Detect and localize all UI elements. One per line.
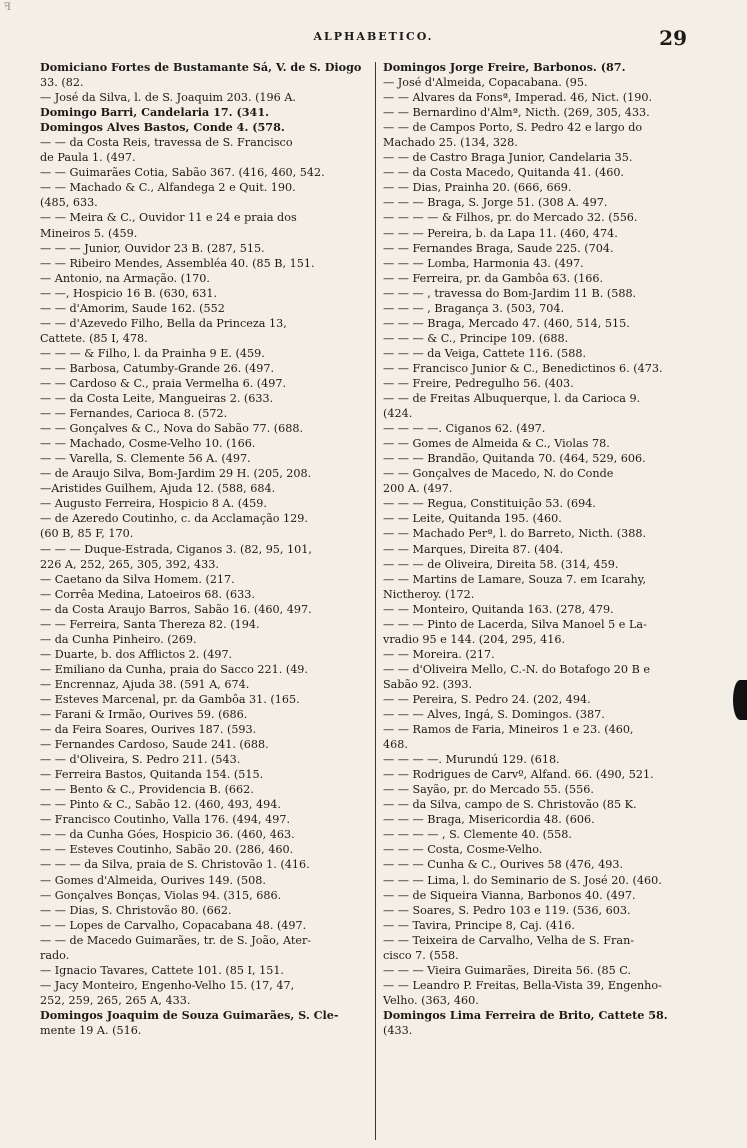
directory-entry: — — — Regua, Constituição 53. (694.: [383, 497, 596, 511]
directory-entry: — — Machado, Cosme-Velho 10. (166.: [40, 437, 256, 451]
directory-entry: — Ignacio Tavares, Cattete 101. (85 I, 151.: [40, 963, 284, 977]
directory-entry: Domingos Alves Bastos, Conde 4. (578.: [40, 120, 285, 135]
directory-entry: — — Pinto & C., Sabão 12. (460, 493, 494.: [40, 798, 281, 812]
directory-entry: — — d'Azevedo Filho, Bella da Princeza 13,: [40, 316, 287, 330]
directory-entry: Mineiros 5. (459.: [40, 226, 138, 240]
directory-entry: — — Marques, Direita 87. (404.: [383, 542, 564, 556]
directory-entry: — — Meira & C., Ouvidor 11 e 24 e praia dos: [40, 211, 297, 225]
directory-entry: Domingos Lima Ferreira de Brito, Cattete 58.: [383, 1007, 668, 1022]
directory-entry: — — Dias, S. Christovão 80. (662.: [40, 903, 232, 917]
directory-entry: — — Ferreira, Santa Thereza 82. (194.: [40, 617, 260, 631]
directory-entry: — — de Castro Braga Junior, Candelaria 35.: [383, 151, 633, 165]
directory-entry: — — Gonçalves & C., Nova do Sabão 77. (688.: [40, 422, 304, 436]
directory-entry: — — — & Filho, l. da Prainha 9 E. (459.: [40, 346, 265, 360]
directory-entry: — — de Macedo Guimarães, tr. de S. João, Ater-: [40, 933, 312, 947]
directory-entry: — — — — , S. Clemente 40. (558.: [383, 828, 572, 842]
directory-entry: — — da Costa Macedo, Quitanda 41. (460.: [383, 166, 624, 180]
directory-entry: — Caetano da Silva Homem. (217.: [40, 572, 235, 586]
directory-entry: — — — Junior, Ouvidor 23 B. (287, 515.: [40, 241, 265, 255]
directory-entry: (433.: [383, 1024, 413, 1037]
corner-mark: ꟻ: [4, 2, 11, 13]
running-title: ALPHABETICO.: [313, 30, 434, 43]
directory-entry: —Aristides Guilhem, Ajuda 12. (588, 684.: [40, 482, 276, 496]
directory-entry: — — — Lomba, Harmonia 43. (497.: [383, 256, 584, 270]
directory-entry: — da Feira Soares, Ourives 187. (593.: [40, 723, 257, 737]
directory-entry: — — Barbosa, Catumby-Grande 26. (497.: [40, 361, 275, 375]
directory-entry: 226 A, 252, 265, 305, 392, 433.: [40, 557, 219, 571]
directory-entry: — — Leandro P. Freitas, Bella-Vista 39, Engenho-: [383, 978, 662, 992]
column-divider: [375, 62, 376, 1140]
directory-entry: — — — —. Murundú 129. (618.: [383, 753, 560, 767]
directory-entry: — da Cunha Pinheiro. (269.: [40, 632, 197, 646]
directory-entry: — — Ribeiro Mendes, Assembléa 40. (85 B, 151.: [40, 256, 315, 270]
directory-entry: mente 19 A. (516.: [40, 1024, 142, 1037]
directory-entry: — — Dias, Prainha 20. (666, 669.: [383, 181, 572, 195]
directory-entry: — — Martins de Lamare, Souza 7. em Icarahy,: [383, 572, 647, 586]
directory-entry: — Gomes d'Almeida, Ourives 149. (508.: [40, 873, 266, 887]
directory-entry: — — Teixeira de Carvalho, Velha de S. Fran-: [383, 933, 635, 947]
directory-entry: — Antonio, na Armação. (170.: [40, 271, 210, 285]
directory-entry: Domingos Jorge Freire, Barbonos. (87.: [383, 60, 626, 74]
directory-entry: 468.: [383, 738, 408, 752]
directory-entry: — — Monteiro, Quitanda 163. (278, 479.: [383, 602, 614, 616]
directory-entry: — — — Braga, Misericordia 48. (606.: [383, 813, 595, 827]
directory-entry: — — Rodrigues de Carvº, Alfand. 66. (490, 521.: [383, 768, 654, 782]
directory-entry: — —, Hospicio 16 B. (630, 631.: [40, 286, 218, 300]
directory-entry: — — — Brandão, Quitanda 70. (464, 529, 606.: [383, 452, 646, 466]
directory-entry: — José d'Almeida, Copacabana. (95.: [383, 76, 588, 90]
directory-entry: — — — Costa, Cosme-Velho.: [383, 843, 543, 857]
directory-entry: — — — —. Ciganos 62. (497.: [383, 422, 546, 436]
directory-entry: Sabão 92. (393.: [383, 677, 473, 691]
directory-entry: — Esteves Marcenal, pr. da Gambôa 31. (165.: [40, 692, 300, 706]
directory-entry: — — Machado & C., Alfandega 2 e Quit. 190.: [40, 181, 296, 195]
directory-entry: — Jacy Monteiro, Engenho-Velho 15. (17, 47,: [40, 978, 295, 992]
directory-entry: — — da Cunha Góes, Hospicio 36. (460, 463.: [40, 828, 295, 842]
directory-entry: rado.: [40, 948, 70, 962]
directory-entry: — — — — & Filhos, pr. do Mercado 32. (556.: [383, 211, 638, 225]
directory-entry: — Corrêa Medina, Latoeiros 68. (633.: [40, 587, 255, 601]
directory-entry: — — Varella, S. Clemente 56 A. (497.: [40, 452, 251, 466]
directory-entry: — — — & C., Principe 109. (688.: [383, 331, 569, 345]
directory-entry: — Encrennaz, Ajuda 38. (591 A, 674.: [40, 677, 250, 691]
directory-entry: — — Bernardino d'Almª, Nicth. (269, 305, 433.: [383, 106, 650, 120]
right-column: [383, 60, 708, 1140]
directory-entry: — Fernandes Cardoso, Saude 241. (688.: [40, 738, 269, 752]
directory-entry: (60 B, 85 F, 170.: [40, 527, 134, 541]
directory-entry: — — Pereira, S. Pedro 24. (202, 494.: [383, 692, 591, 706]
directory-entry: — — Alvares da Fonsª, Imperad. 46, Nict. (190.: [383, 91, 653, 105]
page-header: [0, 26, 747, 52]
directory-entry: Domingos Joaquim de Souza Guimarães, S. Cle-: [40, 1007, 339, 1022]
directory-entry: (424.: [383, 407, 413, 421]
directory-entry: cisco 7. (558.: [383, 948, 459, 962]
directory-entry: Nictheroy. (172.: [383, 587, 475, 601]
directory-entry: — — — , Bragança 3. (503, 704.: [383, 301, 565, 315]
directory-entry: — de Azeredo Coutinho, c. da Acclamação 129.: [40, 512, 308, 526]
directory-entry: — — — Pereira, b. da Lapa 11. (460, 474.: [383, 226, 618, 240]
directory-entry: — — Fernandes Braga, Saude 225. (704.: [383, 241, 614, 255]
directory-entry: — — Lopes de Carvalho, Copacabana 48. (497.: [40, 918, 307, 932]
directory-entry: — — Freire, Pedregulho 56. (403.: [383, 376, 574, 390]
directory-entry: — José da Silva, l. de S. Joaquim 203. (196 A.: [40, 91, 296, 105]
directory-entry: — — Cardoso & C., praia Vermelha 6. (497.: [40, 376, 287, 390]
directory-entry: — — Gonçalves de Macedo, N. do Conde: [383, 467, 614, 481]
directory-entry: — — — Braga, Mercado 47. (460, 514, 515.: [383, 316, 630, 330]
directory-entry: Domingo Barri, Candelaria 17. (341.: [40, 105, 270, 120]
directory-entry: — — — de Oliveira, Direita 58. (314, 459.: [383, 557, 619, 571]
directory-entry: — — Fernandes, Carioca 8. (572.: [40, 407, 228, 421]
directory-entry: — — Soares, S. Pedro 103 e 119. (536, 603.: [383, 903, 631, 917]
directory-entry: — — d'Amorim, Saude 162. (552: [40, 301, 225, 315]
directory-entry: — — Sayão, pr. do Mercado 55. (556.: [383, 783, 594, 797]
directory-entry: — Emiliano da Cunha, praia do Sacco 221. (49.: [40, 662, 308, 676]
directory-entry: — — Esteves Coutinho, Sabão 20. (286, 460.: [40, 843, 294, 857]
directory-entry: — — da Costa Leite, Mangueiras 2. (633.: [40, 392, 274, 406]
directory-entry: — — Tavira, Principe 8, Caj. (416.: [383, 918, 575, 932]
directory-entry: — — Francisco Junior & C., Benedictinos 6. (473.: [383, 361, 663, 375]
directory-entry: — Duarte, b. dos Afflictos 2. (497.: [40, 647, 233, 661]
directory-entry: — Ferreira Bastos, Quitanda 154. (515.: [40, 768, 264, 782]
directory-entry: de Paula 1. (497.: [40, 151, 136, 165]
directory-entry: — — Moreira. (217.: [383, 647, 495, 661]
directory-entry: — — Ramos de Faria, Mineiros 1 e 23. (460,: [383, 723, 634, 737]
directory-entry: Machado 25. (134, 328.: [383, 136, 518, 150]
directory-entry: 200 A. (497.: [383, 482, 453, 496]
directory-entry: — — — Braga, S. Jorge 51. (308 A. 497.: [383, 196, 608, 210]
directory-entry: — — — da Silva, praia de S. Christovão 1. (416.: [40, 858, 310, 872]
directory-entry: — — Machado Perª, l. do Barreto, Nicth. (388.: [383, 527, 647, 541]
directory-entry: — de Araujo Silva, Bom-Jardim 29 H. (205, 208.: [40, 467, 312, 481]
directory-entry: — Gonçalves Bonças, Violas 94. (315, 686.: [40, 888, 282, 902]
ink-blot: [733, 680, 747, 720]
directory-entry: Cattete. (85 I, 478.: [40, 331, 148, 345]
directory-entry: — — — Lima, l. do Seminario de S. José 20. (460.: [383, 873, 662, 887]
directory-entry: — — — Alves, Ingá, S. Domingos. (387.: [383, 708, 605, 722]
directory-entry: — — — da Veiga, Cattete 116. (588.: [383, 346, 587, 360]
directory-entry: — Augusto Ferreira, Hospicio 8 A. (459.: [40, 497, 267, 511]
page-number: 29: [659, 26, 687, 50]
directory-entry: — — — Duque-Estrada, Ciganos 3. (82, 95, 101,: [40, 542, 312, 556]
directory-entry: — — d'Oliveira Mello, C.-N. do Botafogo 20 B e: [383, 662, 651, 676]
directory-entry: — — da Costa Reis, travessa de S. Francisco: [40, 136, 293, 150]
directory-entry: — — da Silva, campo de S. Christovão (85 K.: [383, 798, 637, 812]
directory-entry: — Farani & Irmão, Ourives 59. (686.: [40, 708, 248, 722]
directory-entry: — — de Siqueira Vianna, Barbonos 40. (497.: [383, 888, 636, 902]
directory-entry: — — — , travessa do Bom-Jardim 11 B. (588.: [383, 286, 637, 300]
left-column: [40, 60, 370, 1140]
directory-entry: — — Gomes de Almeida & C., Violas 78.: [383, 437, 610, 451]
directory-entry: — — Guimarães Cotia, Sabão 367. (416, 460, 542.: [40, 166, 325, 180]
directory-entry: — — de Freitas Albuquerque, l. da Carioca 9.: [383, 392, 641, 406]
directory-entry: (485, 633.: [40, 196, 98, 210]
directory-entry: — — — Vieira Guimarães, Direita 56. (85 C.: [383, 963, 631, 977]
directory-entry: — — Leite, Quitanda 195. (460.: [383, 512, 562, 526]
directory-entry: — — de Campos Porto, S. Pedro 42 e largo do: [383, 121, 643, 135]
directory-entry: Domiciano Fortes de Bustamante Sá, V. de S. Diogo: [40, 60, 362, 74]
directory-entry: — — — Cunha & C., Ourives 58 (476, 493.: [383, 858, 624, 872]
directory-entry: — Francisco Coutinho, Valla 176. (494, 497.: [40, 813, 291, 827]
directory-entry: — — Bento & C., Providencia B. (662.: [40, 783, 254, 797]
directory-entry: — — d'Oliveira, S. Pedro 211. (543.: [40, 753, 241, 767]
directory-entry: — da Costa Araujo Barros, Sabão 16. (460, 497.: [40, 602, 312, 616]
directory-entry: — — — Pinto de Lacerda, Silva Manoel 5 e La-: [383, 617, 647, 631]
directory-entry: 33. (82.: [40, 76, 84, 90]
directory-entry: — — Ferreira, pr. da Gambôa 63. (166.: [383, 271, 604, 285]
directory-entry: vradio 95 e 144. (204, 295, 416.: [383, 632, 566, 646]
directory-entry: 252, 259, 265, 265 A, 433.: [40, 993, 191, 1007]
directory-entry: Velho. (363, 460.: [383, 993, 479, 1007]
